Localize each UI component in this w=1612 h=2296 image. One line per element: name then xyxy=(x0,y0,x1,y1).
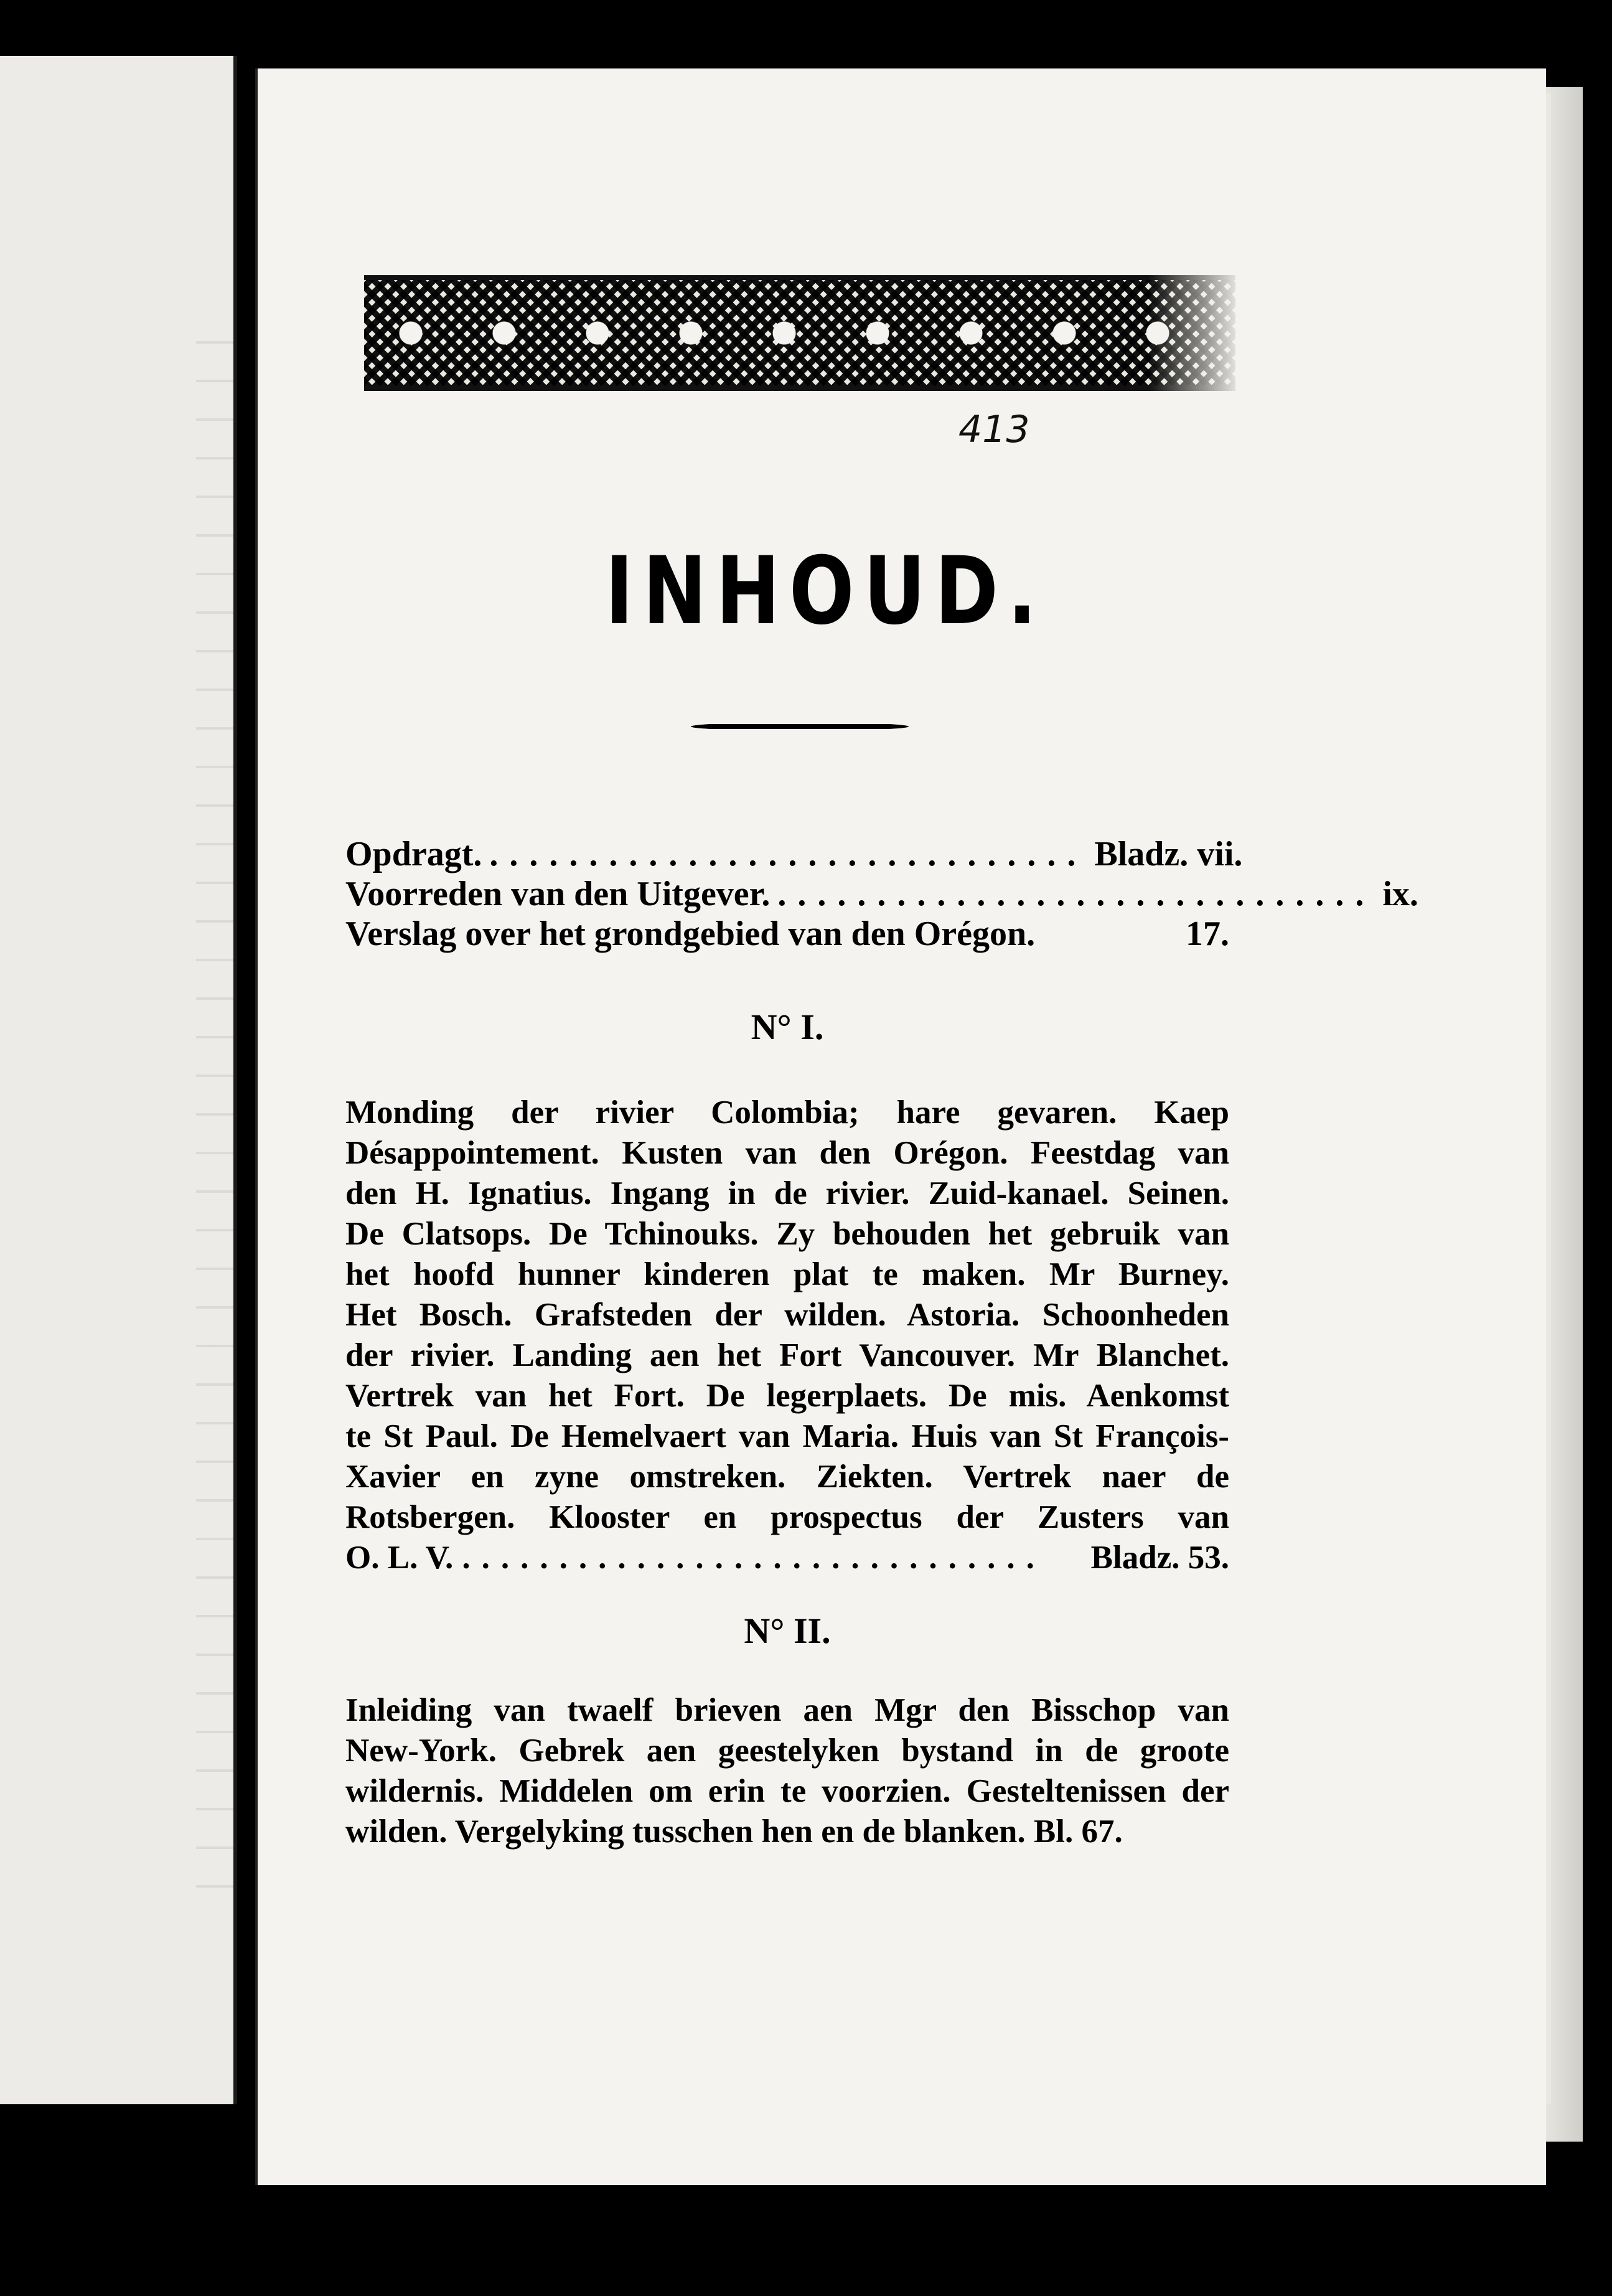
summary-line: wildernis. Middelen om erin te voorzien. Gesteltenissen der xyxy=(345,1773,1229,1809)
facing-page-text-edge xyxy=(196,305,233,1924)
toc-leader xyxy=(1035,914,1186,954)
ornament-worn-edge xyxy=(1148,274,1260,392)
toc-page: ix. xyxy=(1382,875,1418,913)
summary-line: Monding der rivier Colombia; hare gevaren. Kaep xyxy=(345,1094,1229,1131)
section-1-summary xyxy=(345,1093,1229,1578)
summary-line: Rotsbergen. Klooster en prospectus der Zusters van xyxy=(345,1499,1229,1535)
ornamental-header-band xyxy=(364,274,1235,392)
summary-line: der rivier. Landing aen het Fort Vancouver. Mr Blanchet. xyxy=(345,1337,1229,1373)
section-heading-1: N° I. xyxy=(751,1007,824,1047)
toc-label: Opdragt. xyxy=(345,835,482,873)
toc-row xyxy=(345,834,1243,874)
summary-last-text: O. L. V. xyxy=(345,1540,454,1576)
toc-row xyxy=(345,914,1229,954)
toc-row xyxy=(345,874,1418,914)
toc-page: Bladz. vii. xyxy=(1094,835,1243,873)
toc-label: Voorreden van den Uitgever. xyxy=(345,875,771,913)
section-heading-2: N° II. xyxy=(744,1611,831,1651)
summary-line: Xavier en zyne omstreken. Ziekten. Vertrek naer de xyxy=(345,1459,1229,1495)
summary-line: New-York. Gebrek aen geestelyken bystand in de groote xyxy=(345,1733,1229,1769)
summary-line: wilden. Vergelyking tusschen hen en de blanken. Bl. 67. xyxy=(345,1814,1123,1850)
toc-leader: .............................. xyxy=(777,875,1375,913)
title-rule xyxy=(691,722,909,731)
summary-line: Inleiding van twaelf brieven aen Mgr den Bisschop van xyxy=(345,1692,1229,1728)
summary-last-line xyxy=(345,1538,1229,1578)
summary-line: het hoofd hunner kinderen plat te maken. Mr Burney. xyxy=(345,1256,1229,1292)
summary-line: te St Paul. De Hemelvaert van Maria. Huis van St François- xyxy=(345,1418,1229,1454)
handwritten-page-number: 413 xyxy=(958,408,1030,451)
section-2-summary xyxy=(345,1690,1229,1852)
summary-line: den H. Ignatius. Ingang in de rivier. Zuid-kanael. Seinen. xyxy=(345,1175,1229,1212)
toc-page: 17. xyxy=(1186,915,1229,953)
toc-label: Verslag over het grondgebied van den Orégon. xyxy=(345,915,1036,953)
summary-line: De Clatsops. De Tchinouks. Zy behouden het gebruik van xyxy=(345,1216,1229,1252)
toc-leader: .............................. xyxy=(462,1540,1046,1576)
summary-line: Désappointement. Kusten van den Orégon. Feestdag van xyxy=(345,1135,1229,1171)
facing-page xyxy=(0,56,237,2104)
ornament-pattern xyxy=(364,275,1235,391)
page-title: INHOUD. xyxy=(605,537,1046,646)
toc-leader: .............................. xyxy=(489,835,1087,873)
summary-line: Vertrek van het Fort. De legerplaets. De mis. Aenkomst xyxy=(345,1378,1229,1414)
front-matter-list xyxy=(345,834,1418,954)
summary-line: Het Bosch. Grafsteden der wilden. Astoria. Schoonheden xyxy=(345,1297,1229,1333)
summary-last-page: Bladz. 53. xyxy=(1090,1540,1229,1576)
